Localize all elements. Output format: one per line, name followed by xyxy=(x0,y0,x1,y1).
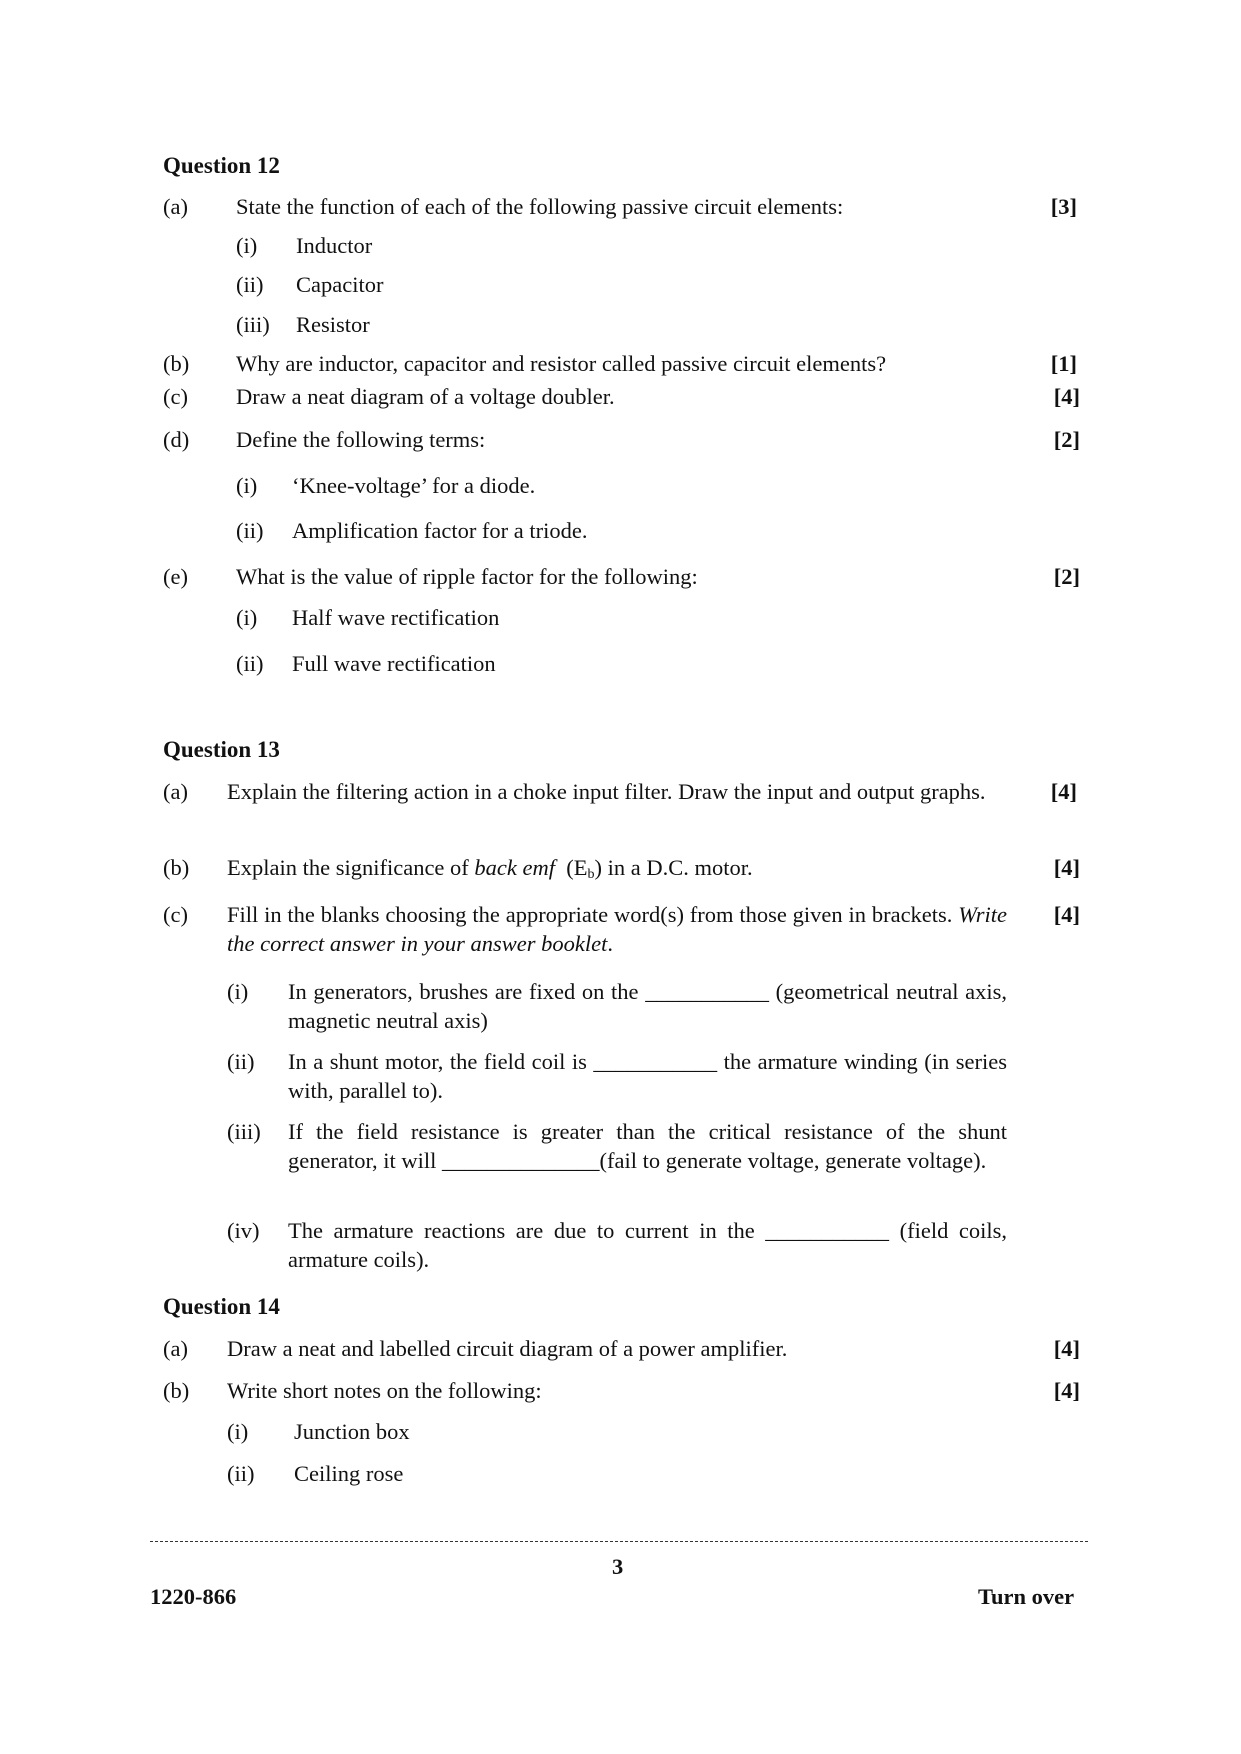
q12-a-ii-text: Capacitor xyxy=(296,272,384,297)
q13-c-iv-text: The armature reactions are due to current in the ___________ (field coils, armature coils). xyxy=(288,1218,1007,1272)
q13-b-label: (b) xyxy=(163,855,190,880)
q13-c-text-end: . xyxy=(607,931,613,956)
q13-c-text-em: Write the correct answer in your answer booklet xyxy=(227,902,1007,956)
q14-b-ii-num: (ii) xyxy=(227,1461,255,1486)
page-number: 3 xyxy=(612,1554,624,1579)
q13-a-text: Explain the filtering action in a choke input filter. Draw the input and output graphs. xyxy=(227,779,986,804)
q14-b-text: Write short notes on the following: xyxy=(227,1378,542,1403)
q12-a-i-num: (i) xyxy=(236,233,258,258)
q12-e-i-num: (i) xyxy=(236,605,258,630)
q12-a-label: (a) xyxy=(163,194,188,219)
question-13-heading: Question 13 xyxy=(163,737,280,762)
q12-d-i-text: ‘Knee-voltage’ for a diode. xyxy=(292,473,536,498)
q12-d-ii-text: Amplification factor for a triode. xyxy=(292,518,588,543)
q12-e-ii-num: (ii) xyxy=(236,651,264,676)
q12-b-label: (b) xyxy=(163,351,190,376)
q14-b-marks: [4] xyxy=(1053,1378,1080,1403)
q13-b-text-em: back emf xyxy=(474,855,556,880)
paper-code: 1220-866 xyxy=(150,1584,237,1609)
q12-e-ii-text: Full wave rectification xyxy=(292,651,496,676)
turn-over-label: Turn over xyxy=(978,1584,1075,1609)
q13-b-text-sym: (E xyxy=(566,855,588,880)
q12-a-marks: [3] xyxy=(1050,194,1077,219)
q12-c-marks: [4] xyxy=(1053,384,1080,409)
q12-a-iii-num: (iii) xyxy=(236,312,270,337)
q13-c-iii-text: If the field resistance is greater than the critical resistance of the shunt generator, it will ______________(fail to generate voltage, generate voltage). xyxy=(288,1119,1007,1173)
q12-b-marks: [1] xyxy=(1050,351,1077,376)
q14-a-marks: [4] xyxy=(1053,1336,1080,1361)
question-12-heading: Question 12 xyxy=(163,153,280,178)
q12-e-text: What is the value of ripple factor for the following: xyxy=(236,564,698,589)
footer-divider xyxy=(150,1541,1088,1542)
q12-e-label: (e) xyxy=(163,564,188,589)
q13-c-iv-num: (iv) xyxy=(227,1218,260,1243)
q13-b-marks: [4] xyxy=(1053,855,1080,880)
question-14-heading: Question 14 xyxy=(163,1294,280,1319)
q13-b-text-pre: Explain the significance of xyxy=(227,855,475,880)
q12-b-text: Why are inductor, capacitor and resistor called passive circuit elements? xyxy=(236,351,887,376)
q13-a-marks: [4] xyxy=(1050,779,1077,804)
q12-d-marks: [2] xyxy=(1053,427,1080,452)
q12-d-ii-num: (ii) xyxy=(236,518,264,543)
q13-b-text xyxy=(227,853,753,882)
q12-a-ii-num: (ii) xyxy=(236,272,264,297)
q12-d-text: Define the following terms: xyxy=(236,427,486,452)
q13-c-ii-text: In a shunt motor, the field coil is ___________ the armature winding (in series with, parallel to). xyxy=(288,1049,1007,1103)
q12-a-iii-text: Resistor xyxy=(296,312,370,337)
q14-a-label: (a) xyxy=(163,1336,188,1361)
q14-b-i-text: Junction box xyxy=(294,1419,410,1444)
q12-d-label: (d) xyxy=(163,427,190,452)
q12-c-text: Draw a neat diagram of a voltage doubler. xyxy=(236,384,615,409)
q13-c-i-num: (i) xyxy=(227,979,249,1004)
q12-e-i-text: Half wave rectification xyxy=(292,605,500,630)
q12-e-marks: [2] xyxy=(1053,564,1080,589)
q13-c-ii-num: (ii) xyxy=(227,1049,255,1074)
q14-b-i-num: (i) xyxy=(227,1419,249,1444)
q13-b-text-post: ) in a D.C. motor. xyxy=(594,855,753,880)
q13-c-text-main: Fill in the blanks choosing the appropriate word(s) from those given in brackets. xyxy=(227,902,959,927)
q13-c-marks: [4] xyxy=(1053,902,1080,927)
q12-d-i-num: (i) xyxy=(236,473,258,498)
q14-a-text: Draw a neat and labelled circuit diagram of a power amplifier. xyxy=(227,1336,788,1361)
q13-c-iii-num: (iii) xyxy=(227,1119,261,1144)
q13-b-text-sub: b xyxy=(587,867,595,882)
q14-b-ii-text: Ceiling rose xyxy=(294,1461,404,1486)
q13-c-i-text: In generators, brushes are fixed on the ___________ (geometrical neutral axis, magnetic neutral axis) xyxy=(288,979,1007,1033)
q13-c-label: (c) xyxy=(163,902,188,927)
q12-c-label: (c) xyxy=(163,384,188,409)
q13-c-text xyxy=(227,900,1007,958)
q12-a-i-text: Inductor xyxy=(296,233,373,258)
q13-a-label: (a) xyxy=(163,779,188,804)
q14-b-label: (b) xyxy=(163,1378,190,1403)
q12-a-text: State the function of each of the following passive circuit elements: xyxy=(236,194,844,219)
